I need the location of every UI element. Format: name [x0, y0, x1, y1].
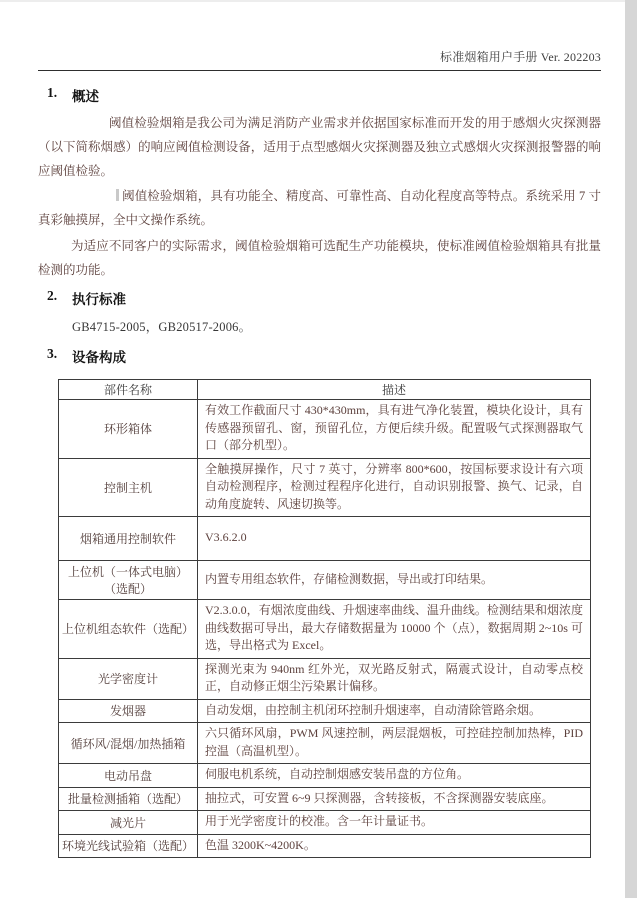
part-desc: V3.6.2.0	[198, 517, 591, 561]
part-name: 环形箱体	[59, 400, 198, 459]
table-row	[59, 723, 591, 764]
overview-paragraph-1: 阈值检验烟箱是我公司为满足消防产业需求并依据国家标准而开发的用于感烟火灾探测器（以下简称烟感）的响应阈值检测设备，适用于点型感烟火灾探测器及独立式感烟火灾探测报警器的响应阈值检验。	[38, 116, 601, 178]
scan-artifact-right-edge	[625, 0, 637, 898]
part-desc: 抽拉式，可安置 6~9 只探测器，含转接板，不含探测器安装底座。	[198, 787, 591, 811]
part-desc: 自动发烟，由控制主机闭环控制升烟速率，自动清除管路余烟。	[198, 699, 591, 723]
equipment-table	[58, 379, 591, 858]
table-row	[59, 764, 591, 788]
table-body	[59, 400, 591, 858]
table-row	[59, 834, 591, 858]
page-header-title: 标准烟箱用户手册 Ver. 202203	[440, 50, 601, 64]
column-header-name: 部件名称	[59, 380, 198, 400]
part-name: 发烟器	[59, 699, 198, 723]
table-row	[59, 561, 591, 600]
header-rule	[38, 70, 601, 71]
part-desc: 用于光学密度计的校准。含一年计量证书。	[198, 811, 591, 835]
overview-paragraph-2	[38, 184, 601, 232]
part-name: 循环风/混烟/加热插箱	[59, 723, 198, 764]
section-3-title: 设备构成	[72, 350, 126, 365]
overview-paragraph-2-text: 阈值检验烟箱，具有功能全、精度高、可靠性高、自动化程度高等特点。系统采用 7 寸真彩触摸屏，全中文操作系统。	[38, 189, 601, 227]
part-name: 上位机组态软件（选配）	[59, 600, 198, 659]
section-1-number: 1.	[47, 85, 58, 100]
table-row	[59, 658, 591, 699]
part-desc: 色温 3200K~4200K。	[198, 834, 591, 858]
section-3-number: 3.	[47, 346, 58, 361]
section-2-title: 执行标准	[72, 292, 126, 307]
part-desc: 有效工作截面尺寸 430*430mm，具有进气净化装置，模块化设计，具有传感器预留孔、窗，预留孔位，方便后续升级。配置吸气式探测器取气口（部分机型）。	[198, 400, 591, 459]
part-name: 烟箱通用控制软件	[59, 517, 198, 561]
table-header-row	[59, 380, 591, 400]
part-name: 环境光线试验箱（选配）	[59, 834, 198, 858]
part-desc: 伺服电机系统，自动控制烟感安装吊盘的方位角。	[198, 764, 591, 788]
part-name: 控制主机	[59, 458, 198, 517]
table-row	[59, 699, 591, 723]
standards-body: GB4715-2005，GB20517-2006。	[72, 320, 252, 334]
part-desc: 六只循环风扇，PWM 风速控制，两层混烟板，可控硅控制加热棒，PID 控温（高温机型）。	[198, 723, 591, 764]
part-desc: 探测光束为 940nm 红外光，双光路反射式，隔震式设计，自动零点校正，自动修正烟尘污染累计偏移。	[198, 658, 591, 699]
overview-paragraph-3: 为适应不同客户的实际需求，阈值检验烟箱可选配生产功能模块，使标准阈值检验烟箱具有批量检测的功能。	[38, 239, 601, 277]
section-3-heading	[38, 346, 601, 366]
redaction-mark	[116, 189, 119, 201]
column-header-desc: 描述	[198, 380, 591, 400]
table-row	[59, 811, 591, 835]
part-name: 上位机（一体式电脑）（选配）	[59, 561, 198, 600]
table-row	[59, 400, 591, 459]
part-desc: 全触摸屏操作，尺寸 7 英寸，分辨率 800*600，按国标要求设计有六项自动检测程序，检测过程程序化进行，自动识别报警、换气、记录，自动角度旋转、风速切换等。	[198, 458, 591, 517]
part-desc: V2.3.0.0，有烟浓度曲线、升烟速率曲线、温升曲线。检测结果和烟浓度曲线数据可导出，最大存储数据量为 10000 个（点），数据周期 2~10s 可选，导出格式为 Excel。	[198, 600, 591, 659]
scan-artifact-top-edge	[0, 0, 637, 2]
table-row	[59, 600, 591, 659]
page-content	[38, 0, 601, 858]
section-2-heading	[38, 288, 601, 308]
part-name: 批量检测插箱（选配）	[59, 787, 198, 811]
part-name: 电动吊盘	[59, 764, 198, 788]
section-1-heading	[38, 85, 601, 105]
section-1-title: 概述	[72, 89, 99, 104]
part-name: 减光片	[59, 811, 198, 835]
part-name: 光学密度计	[59, 658, 198, 699]
table-row	[59, 787, 591, 811]
part-desc: 内置专用组态软件，存储检测数据，导出或打印结果。	[198, 561, 591, 600]
section-2-number: 2.	[47, 288, 58, 303]
table-row	[59, 458, 591, 517]
table-row	[59, 517, 591, 561]
